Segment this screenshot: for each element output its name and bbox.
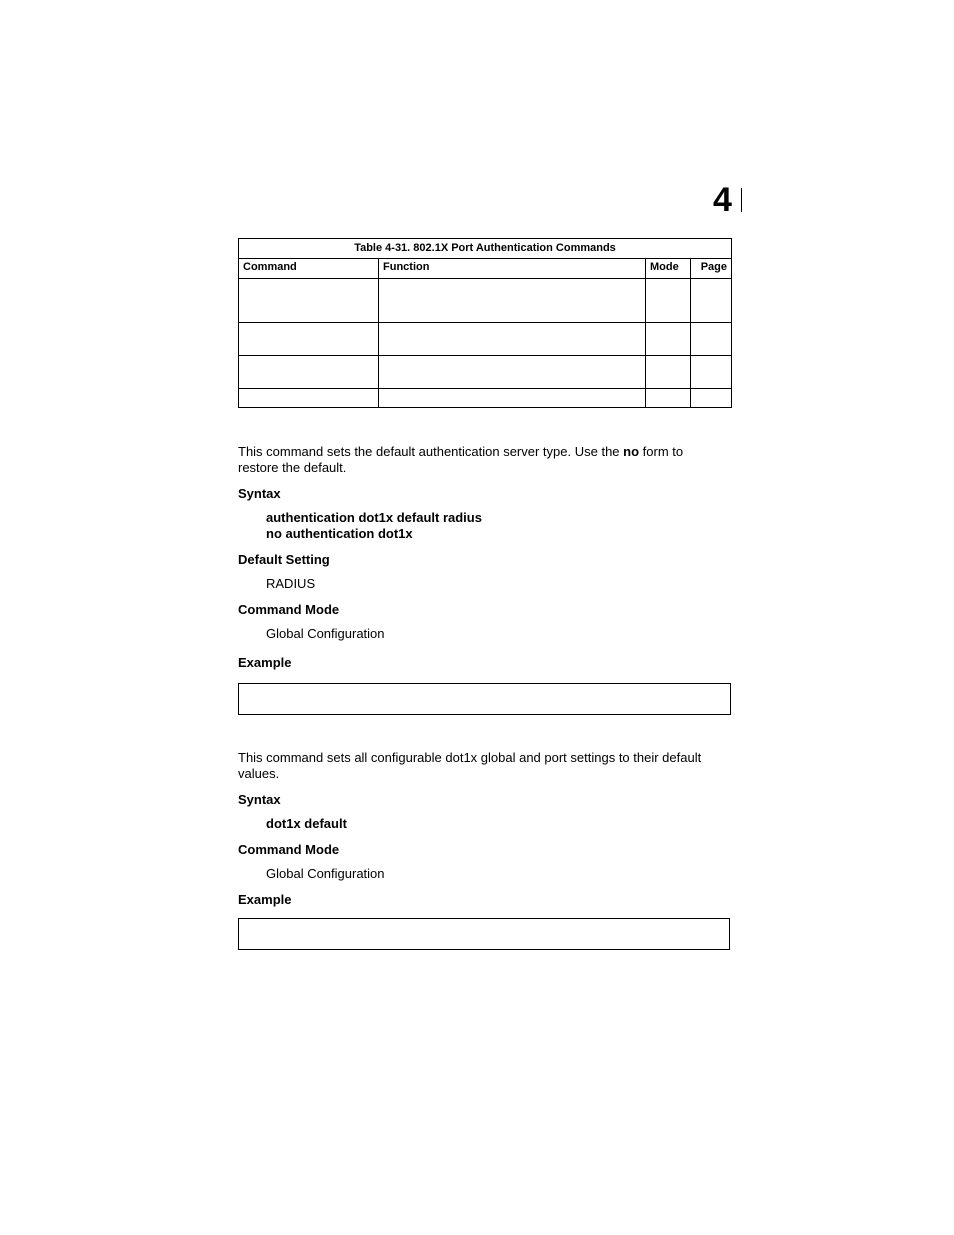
table-cell (239, 356, 379, 389)
column-header-command: Command (239, 259, 379, 279)
section1-default-value: RADIUS (266, 576, 316, 591)
chapter-number: 4 (713, 181, 731, 219)
section2-mode-value: Global Configuration (266, 866, 385, 881)
section1-mode-value: Global Configuration (266, 626, 385, 641)
table-cell (691, 323, 732, 356)
chapter-divider (741, 188, 742, 212)
section1-mode-heading: Command Mode (238, 602, 340, 617)
section2-syntax-heading: Syntax (238, 792, 281, 807)
table-cell (646, 356, 691, 389)
command-table (238, 238, 732, 408)
table-row (239, 389, 732, 408)
description-text: form to restore the default. (238, 444, 684, 475)
table-cell (239, 323, 379, 356)
table-caption-row (239, 239, 732, 259)
section1-description (238, 444, 718, 476)
section1-syntax-line1: authentication dot1x default radius (266, 510, 482, 525)
table-cell (646, 279, 691, 323)
section2-example-box (238, 918, 730, 950)
column-header-function: Function (379, 259, 646, 279)
table-cell (379, 323, 646, 356)
table-header-row (239, 259, 732, 279)
table-cell (691, 389, 732, 408)
description-keyword: no (623, 444, 640, 459)
table-cell (239, 389, 379, 408)
table-cell (691, 356, 732, 389)
table-caption: Table 4-31. 802.1X Port Authentication Commands (239, 239, 732, 259)
column-header-page: Page (691, 259, 732, 279)
section1-example-heading: Example (238, 655, 292, 670)
table-row (239, 279, 732, 323)
table-row (239, 356, 732, 389)
table-cell (646, 323, 691, 356)
section1-syntax-line2: no authentication dot1x (266, 526, 413, 541)
section2-mode-heading: Command Mode (238, 842, 340, 857)
section1-example-box (238, 683, 731, 715)
section1-syntax-heading: Syntax (238, 486, 281, 501)
section2-syntax-line1: dot1x default (266, 816, 347, 831)
section2-description: This command sets all configurable dot1x global and port settings to their default values. (238, 750, 702, 781)
column-header-mode: Mode (646, 259, 691, 279)
table-cell (379, 389, 646, 408)
table-cell (691, 279, 732, 323)
description-text: This command sets the default authentication server type. Use the (238, 444, 624, 459)
table-cell (379, 279, 646, 323)
table-cell (239, 279, 379, 323)
section1-default-heading: Default Setting (238, 552, 330, 567)
table-cell (646, 389, 691, 408)
section2-example-heading: Example (238, 892, 292, 907)
table-row (239, 323, 732, 356)
table-cell (379, 356, 646, 389)
